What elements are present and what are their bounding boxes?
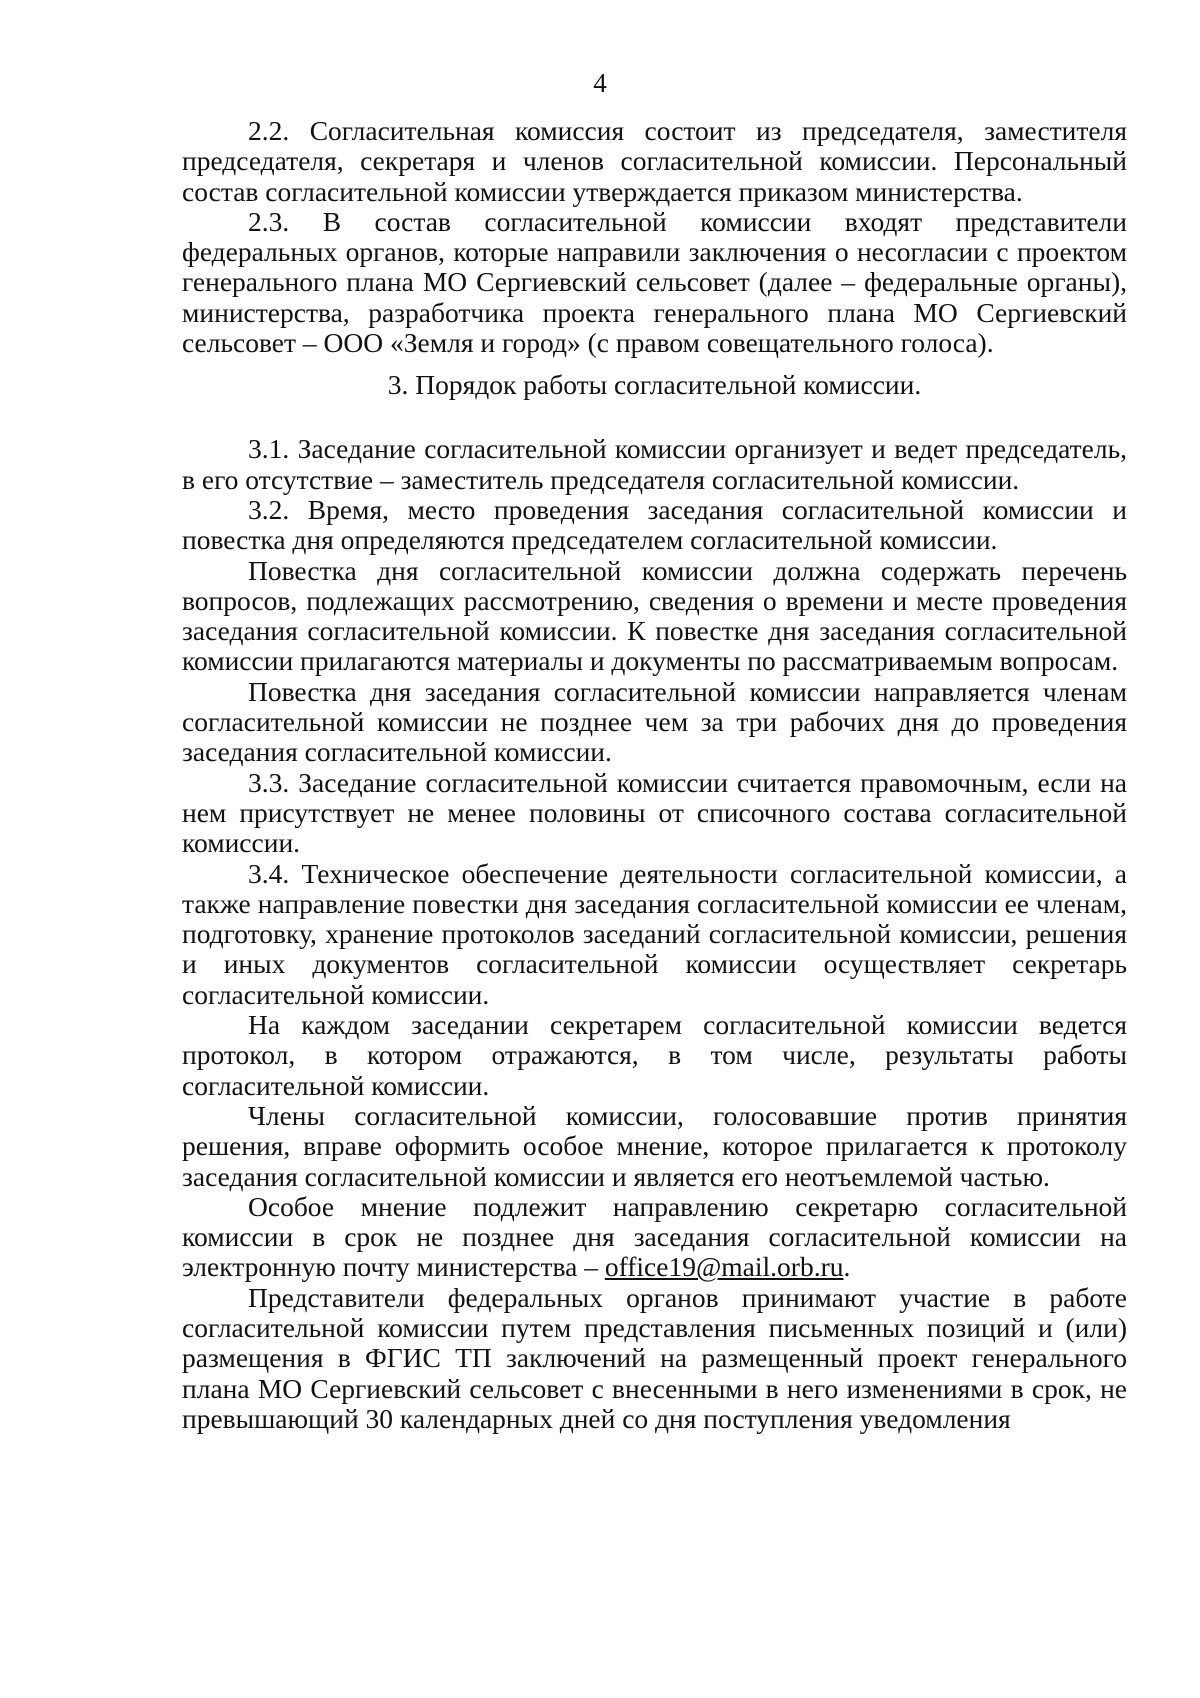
paragraph-protocol: На каждом заседании секретарем согласительной комиссии ведется протокол, в котором отражаются, в том числе, результаты работы согласительной комиссии.: [182, 1009, 1127, 1101]
paragraph-special-opinion-send: [182, 1192, 1127, 1283]
paragraph-2-3: 2.3. В состав согласительной комиссии входят представители федеральных органов, которые направили заключения о несогласии с проектом генерального плана МО Сергиевский сельсовет (далее – федеральные органы), министерства, разработчика проекта генерального плана МО Сергиевский сельсовет – ООО «Земля и город» (с правом совещательного голоса).: [182, 205, 1127, 359]
document-body: [182, 116, 1127, 1434]
paragraph-agenda-sending: Повестка дня заседания согласительной комиссии направляется членам согласительной комиссии не позднее чем за три рабочих дня до проведения заседания согласительной комиссии.: [182, 675, 1127, 768]
special-opinion-text-end: .: [843, 1251, 851, 1283]
paragraph-3-4: 3.4. Техническое обеспечение деятельности согласительной комиссии, а также направление повестки дня заседания согласительной комиссии ее членам, подготовку, хранение протоколов заседаний согласительной комиссии, решения и иных документов согласительной комиссии осуществляет секретарь согласительной комиссии.: [182, 857, 1127, 1010]
paragraph-special-opinion-right: Члены согласительной комиссии, голосовавшие против принятия решения, вправе оформить особое мнение, которое прилагается к протоколу заседания согласительной комиссии и является его неотъемлемой частью.: [182, 1099, 1127, 1192]
email-link[interactable]: office19@mail.orb.ru: [604, 1251, 844, 1283]
paragraph-3-2: 3.2. Время, место проведения заседания согласительной комиссии и повестка дня определяются председателем согласительной комиссии.: [182, 493, 1127, 556]
special-opinion-text: Особое мнение подлежит направлению секретарю согласительной комиссии в срок не позднее дня заседания согласительной комиссии на электронную почту министерства –: [182, 1190, 1127, 1283]
paragraph-3-1: 3.1. Заседание согласительной комиссии организует и ведет председатель, в его отсутствие – заместитель председателя согласительной комиссии.: [182, 433, 1127, 495]
section-heading: 3. Порядок работы согласительной комиссии.: [387, 369, 922, 401]
paragraph-federal-representatives: Представители федеральных органов принимают участие в работе согласительной комиссии путем представления письменных позиций и (или) размещения в ФГИС ТП заключений на размещенный проект генерального плана МО Сергиевский сельсовет с внесенными в него изменениями в срок, не превышающий 30 календарных дней со дня поступления уведомления: [182, 1281, 1127, 1434]
page-number: 4: [593, 68, 607, 98]
paragraph-2-2: 2.2. Согласительная комиссия состоит из председателя, заместителя председателя, секретаря и членов согласительной комиссии. Персональный состав согласительной комиссии утверждается приказом министерства.: [182, 115, 1127, 207]
paragraph-3-3: 3.3. Заседание согласительной комиссии считается правомочным, если на нем присутствует не менее половины от списочного состава согласительной комиссии.: [182, 766, 1127, 859]
paragraph-agenda-content: Повестка дня согласительной комиссии должна содержать перечень вопросов, подлежащих рассмотрению, сведения о времени и месте проведения заседания согласительной комиссии. К повестке дня заседания согласительной комиссии прилагаются материалы и документы по рассматриваемым вопросам.: [182, 554, 1127, 677]
